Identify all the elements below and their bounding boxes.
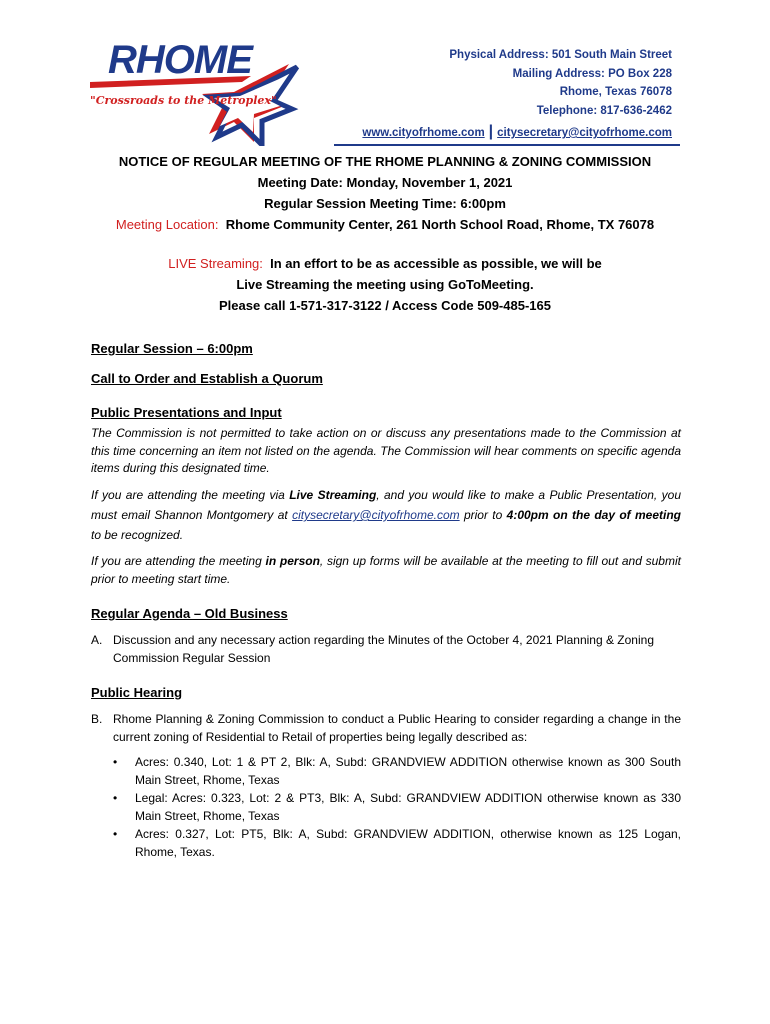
mailing-address: Mailing Address: PO Box 228 [512, 67, 672, 80]
website-link[interactable]: www.cityofrhome.com [362, 127, 485, 139]
pp2-text-d: prior to [459, 508, 507, 522]
property-bullet-1 [113, 754, 681, 789]
item-a-text: Discussion and any necessary action regarding the Minutes of the October 4, 2021 Planning & Zoning Commission Regular Session [113, 633, 654, 665]
physical-address: Physical Address: 501 South Main Street [449, 49, 672, 61]
regular-session-heading: Regular Session – 6:00pm [91, 341, 253, 356]
city-state: Rhome, Texas 76078 [559, 86, 672, 98]
agenda-item-a [91, 631, 681, 667]
property-bullet-2 [113, 790, 681, 825]
pp2-text-a: If you are attending the meeting via [91, 488, 290, 502]
property-description: Acres: 0.327, Lot: PT5, Blk: A, Subd: GRANDVIEW ADDITION, otherwise known as 125 Logan, Rhome, Texas. [135, 827, 681, 859]
pp3-text-c: , sign up forms will be available at the meeting to fill out and submit prior to meeting start time. [91, 554, 681, 586]
streaming-line-2: Live Streaming the meeting using GoToMeeting. [236, 277, 534, 292]
pp3-text-a: If you are attending the meeting [91, 554, 266, 568]
public-hearing-heading: Public Hearing [91, 685, 183, 700]
pp2-email-link[interactable]: citysecretary@cityofrhome.com [292, 508, 460, 522]
item-b-text: Rhome Planning & Zoning Commission to conduct a Public Hearing to consider regarding a change in the current zoning of Residential to Retail of properties being legally described as: [113, 712, 681, 744]
meeting-location [0, 217, 770, 232]
bullet-mark: • [113, 827, 118, 841]
public-presentations-paragraph-1: The Commission is not permitted to take action on or discuss any presentations made to the Commission at this time concerning an item not listed on the agenda. The Commission will hear comments on specific agenda items during this designated time. [91, 426, 681, 475]
rhome-logo [86, 36, 326, 146]
pp2-text-c: , and you would like to make a Public Presentation, you must email Shannon Montgomery at [91, 488, 682, 522]
header-links [362, 123, 672, 141]
old-business-heading: Regular Agenda – Old Business [91, 606, 288, 621]
telephone: Telephone: 817-636-2462 [536, 104, 672, 117]
public-presentations-heading: Public Presentations and Input [91, 405, 282, 420]
pp3-in-person: in person [265, 554, 320, 568]
location-label: Meeting Location: [115, 217, 219, 232]
streaming-line-3: Please call 1-571-317-3122 / Access Code 509-485-165 [219, 298, 551, 313]
logo-wordmark: RHOME [108, 38, 252, 82]
property-description: Legal: Acres: 0.323, Lot: 2 & PT3, Blk: A, Subd: GRANDVIEW ADDITION otherwise known as 330 Main Street, Rhome, Texas [135, 791, 681, 823]
link-separator: | [488, 123, 494, 140]
address-block [449, 46, 672, 120]
streaming-text-1: In an effort to be as accessible as possible, we will be [270, 256, 602, 271]
header-divider [334, 144, 680, 146]
notice-title: NOTICE OF REGULAR MEETING OF THE RHOME PLANNING & ZONING COMMISSION [118, 154, 652, 169]
property-bullet-3 [113, 826, 681, 861]
pp2-live-streaming: Live Streaming [289, 488, 377, 502]
property-description: Acres: 0.340, Lot: 1 & PT 2, Blk: A, Subd: GRANDVIEW ADDITION otherwise known as 300 South Main Street, Rhome, Texas [135, 755, 681, 787]
item-b-label: B. [91, 712, 103, 726]
call-to-order-heading: Call to Order and Establish a Quorum [91, 371, 323, 386]
meeting-time: Regular Session Meeting Time: 6:00pm [264, 196, 506, 211]
streaming-line-1 [0, 256, 770, 271]
bullet-mark: • [113, 791, 118, 805]
public-presentations-paragraph-3 [91, 553, 681, 588]
streaming-label: LIVE Streaming: [168, 256, 263, 271]
pp2-deadline: 4:00pm on the day of meeting [506, 508, 681, 522]
item-a-label: A. [91, 633, 103, 647]
logo-tagline: "Crossroads to the Metroplex" [90, 94, 277, 107]
agenda-item-b [91, 710, 681, 746]
location-value: Rhome Community Center, 261 North School Road, Rhome, TX 76078 [225, 217, 655, 232]
public-presentations-paragraph-2 [91, 485, 681, 545]
bullet-mark: • [113, 755, 118, 769]
email-link[interactable]: citysecretary@cityofrhome.com [497, 127, 672, 139]
meeting-date: Meeting Date: Monday, November 1, 2021 [257, 175, 513, 190]
pp2-text-f: to be recognized. [91, 528, 184, 542]
